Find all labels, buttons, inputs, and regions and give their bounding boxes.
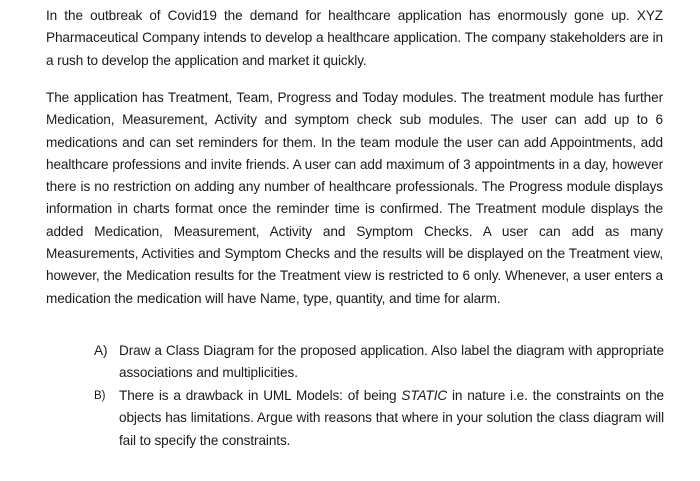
question-a <box>94 340 664 385</box>
question-b-text-after: in nature i.e. the constraints on the objects has limitations. Argue with reasons that where in your solution the class diagram will fail to specify the constraints. <box>119 388 664 448</box>
question-b-text-before: There is a drawback in UML Models: of being <box>119 388 402 403</box>
question-a-marker: A) <box>94 343 108 358</box>
question-b-text <box>119 385 664 452</box>
question-b <box>94 385 664 452</box>
question-b-marker: B) <box>94 390 106 402</box>
question-a-text: Draw a Class Diagram for the proposed application. Also label the diagram with appropriate associations and multiplicities. <box>119 343 664 381</box>
intro-paragraph: In the outbreak of Covid19 the demand for healthcare application has enormously gone up. XYZ Pharmaceutical Company intends to develop a healthcare application. The company stakeholders are in a rush to develop the application and market it quickly. <box>46 8 663 68</box>
requirements-paragraph: The application has Treatment, Team, Progress and Today modules. The treatment module has further Medication, Measurement, Activity and symptom check sub modules. The user can add up to 6 medications and can set reminders for them. In the team module the user can add Appointments, add healthcare professions and invite friends. A user can add maximum of 3 appointments in a day, however there is no restriction on adding any number of healthcare professionals. The Progress module displays information in charts format once the reminder time is confirmed. The Treatment module displays the added Medication, Measurement, Activity and Symptom Checks. A user can add as many Measurements, Activities and Symptom Checks and the results will be displayed on the Treatment view, however, the Medication results for the Treatment view is restricted to 6 only. Whenever, a user enters a medication the medication will have Name, type, quantity, and time for alarm. <box>46 90 663 306</box>
question-b-static-emphasis: STATIC <box>401 388 448 403</box>
